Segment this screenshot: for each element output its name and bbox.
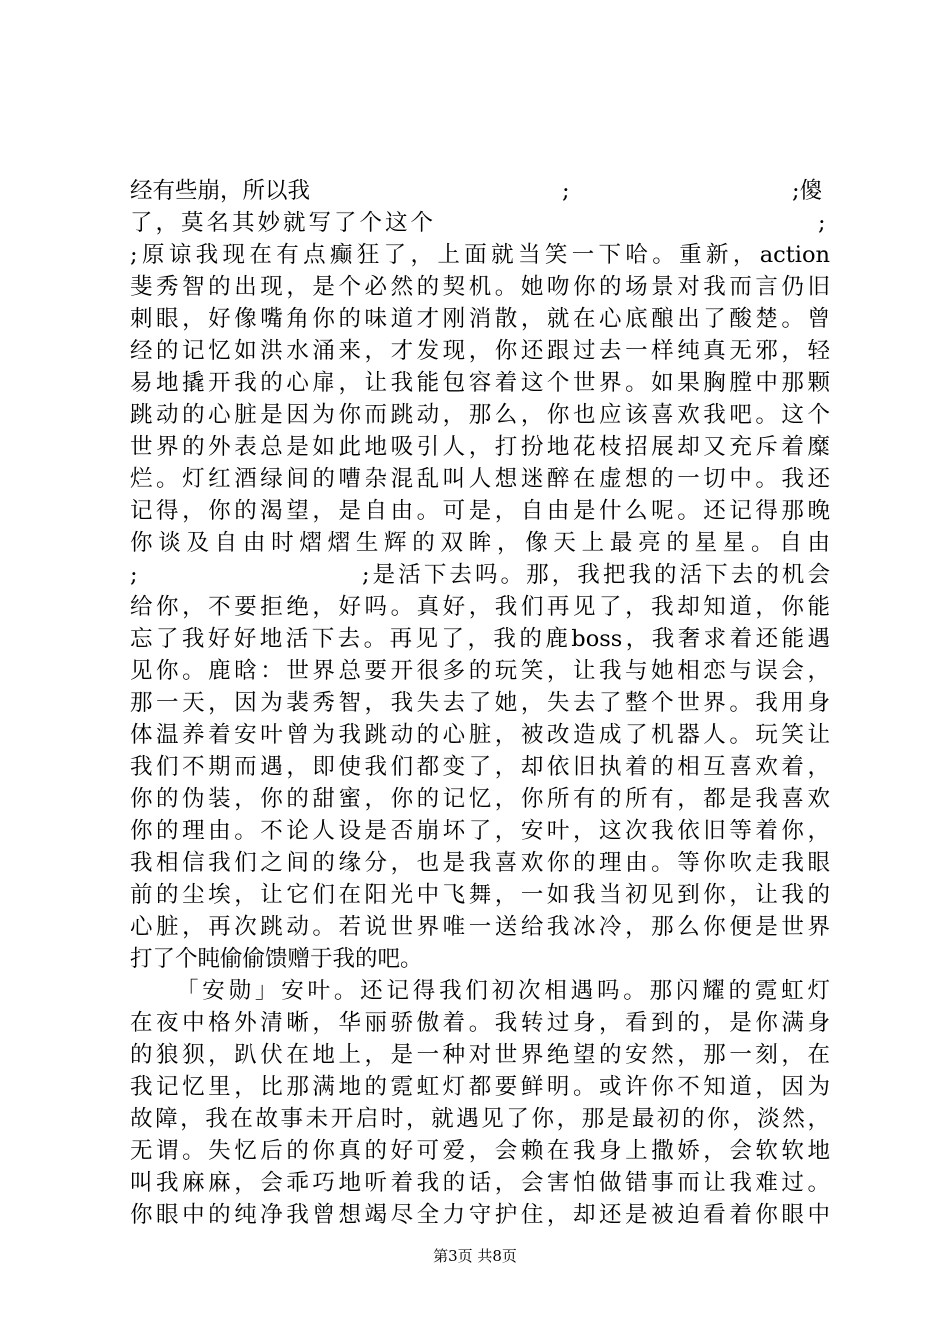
text-line: 叫我麻麻，会乖巧地听着我的话，会害怕做错事而让我难过。: [130, 1170, 830, 1196]
text-line: 你的理由。不论人设是否崩坏了，安叶，这次我依旧等着你，: [130, 818, 830, 844]
text-segment: ;: [130, 562, 138, 588]
text-line: 经的记忆如洪水涌来，才发现，你还跟过去一样纯真无邪，轻: [130, 338, 830, 364]
text-line: 心脏，再次跳动。若说世界唯一送给我冰冷，那么你便是世界: [130, 914, 830, 940]
text-line: 易地撬开我的心扉，让我能包容着这个世界。如果胸膛中那颗: [130, 370, 830, 396]
text-line: 故障，我在故事未开启时，就遇见了你，那是最初的你，淡然，: [130, 1106, 830, 1132]
text-segment: ;: [562, 178, 570, 204]
text-line: 烂。灯红酒绿间的嘈杂混乱叫人想迷醉在虚想的一切中。我还: [130, 466, 830, 492]
text-line: 给你，不要拒绝，好吗。真好，我们再见了，我却知道，你能: [130, 594, 830, 620]
text-line: 你眼中的纯净我曾想竭尽全力守护住，却还是被迫看着你眼中: [130, 1202, 830, 1228]
text-segment: ;傻: [792, 178, 823, 204]
text-line: 忘了我好好地活下去。再见了，我的鹿boss，我奢求着还能遇: [130, 626, 830, 652]
text-line: [130, 207, 830, 239]
paragraph-first-line: 「安勋」安叶。还记得我们初次相遇吗。那闪耀的霓虹灯: [176, 978, 830, 1004]
text-line: 世界的外表总是如此地吸引人，打扮地花枝招展却又充斥着糜: [130, 434, 830, 460]
text-segment: ;: [818, 210, 826, 236]
text-line: 我相信我们之间的缘分，也是我喜欢你的理由。等你吹走我眼: [130, 850, 830, 876]
text-line: ;原谅我现在有点癫狂了，上面就当笑一下哈。重新，action: [130, 242, 830, 268]
text-line: 刺眼，好像嘴角你的味道才刚消散，就在心底酿出了酸楚。曾: [130, 306, 830, 332]
text-line: 跳动的心脏是因为你而跳动，那么，你也应该喜欢我吧。这个: [130, 402, 830, 428]
text-line: 前的尘埃，让它们在阳光中飞舞，一如我当初见到你，让我的: [130, 882, 830, 908]
text-line: 那一天，因为裴秀智，我失去了她，失去了整个世界。我用身: [130, 690, 830, 716]
text-line: 打了个盹偷偷馈赠于我的吧。: [130, 946, 423, 972]
text-line: 无谓。失忆后的你真的好可爱，会赖在我身上撒娇，会软软地: [130, 1138, 830, 1164]
text-line: 我记忆里，比那满地的霓虹灯都要鲜明。或许你不知道，因为: [130, 1074, 830, 1100]
text-line: 你的伪装，你的甜蜜，你的记忆，你所有的所有，都是我喜欢: [130, 786, 830, 812]
text-line: [130, 175, 830, 207]
text-line: 在夜中格外清晰，华丽骄傲着。我转过身，看到的，是你满身: [130, 1010, 830, 1036]
text-line: 的狼狈，趴伏在地上，是一种对世界绝望的安然，那一刻，在: [130, 1042, 830, 1068]
text-segment: 了，莫名其妙就写了个这个: [130, 210, 437, 236]
text-line: 见你。鹿晗：世界总要开很多的玩笑，让我与她相恋与误会，: [130, 658, 830, 684]
text-line: 斐秀智的出现，是个必然的契机。她吻你的场景对我而言仍旧: [130, 274, 830, 300]
text-line: 你谈及自由时熠熠生辉的双眸，像天上最亮的星星。自由: [130, 530, 830, 556]
text-segment: 经有些崩，所以我: [130, 178, 311, 204]
text-line: [130, 559, 830, 591]
text-line: 体温养着安叶曾为我跳动的心脏，被改造成了机器人。玩笑让: [130, 722, 830, 748]
text-segment: ;是活下去吗。那，我把我的活下去的机会: [362, 562, 830, 588]
page-number: 第3页 共8页: [433, 1247, 517, 1265]
text-line: 我们不期而遇，即使我们都变了，却依旧执着的相互喜欢着，: [130, 754, 830, 780]
text-line: 记得，你的渴望，是自由。可是，自由是什么呢。还记得那晚: [130, 498, 830, 524]
